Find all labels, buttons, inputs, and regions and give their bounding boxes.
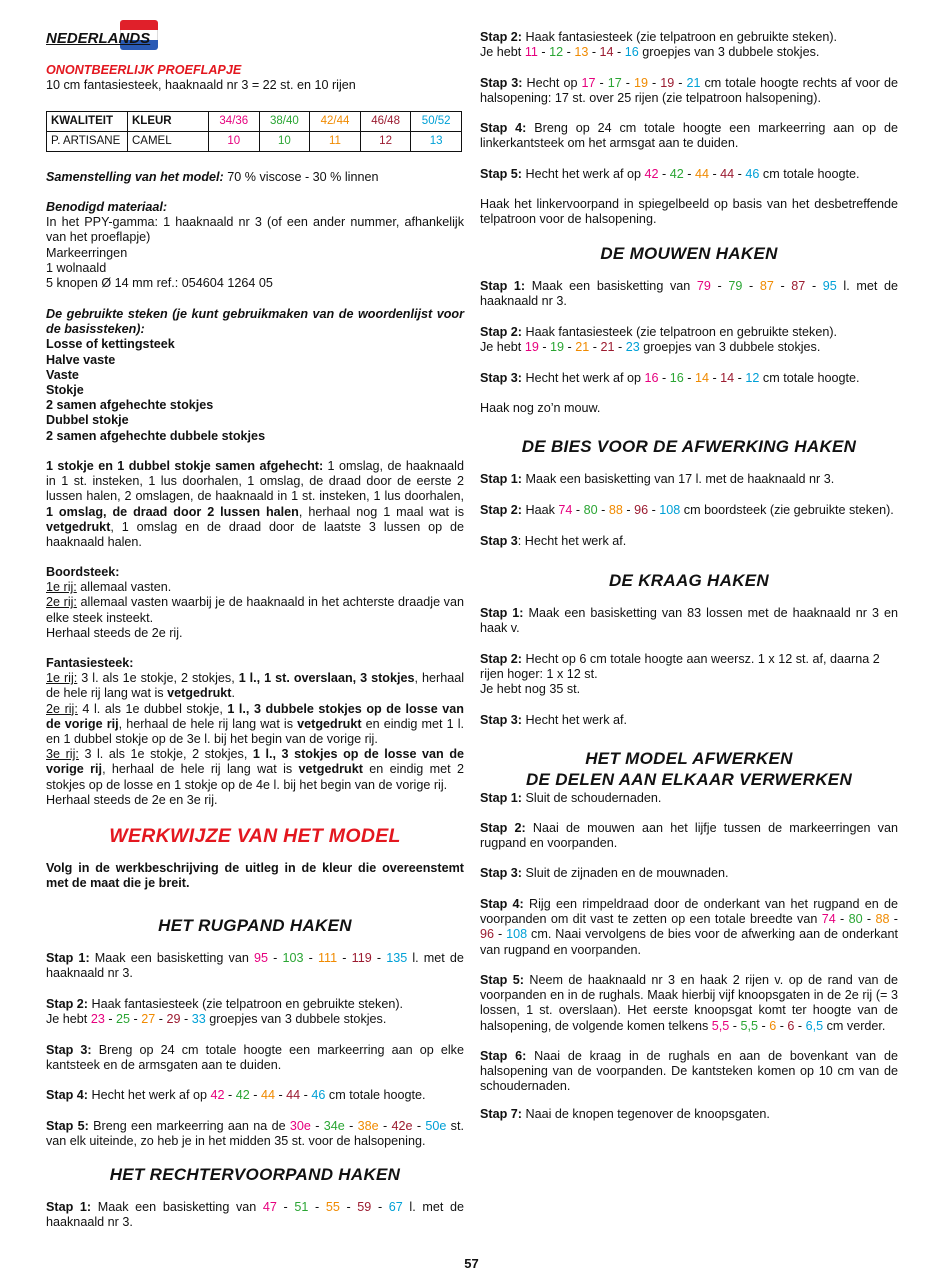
benodigd-materiaal: Benodigd materiaal: In het PPY-gamma: 1 haaknaald nr 3 (of een ander nummer, afhankelijk van het proeflapje) Markeerringen 1 wolnaald 5 knopen Ø 14 mm ref.: 054604 1264 05 — [46, 200, 464, 291]
size-header: 46/48 — [360, 112, 411, 132]
mouwen-nog: Haak nog zo’n mouw. — [480, 401, 601, 415]
list-item: Dubbel stokje — [46, 413, 129, 428]
table-cell-kwaliteit: P. ARTISANE — [47, 132, 128, 152]
linkervoorpand-text: Haak het linkervoorpand in spiegelbeeld op basis van het desbetreffende telpatroon voor de halsopening. — [480, 197, 898, 227]
rechter-stap-5: Stap 5: Hecht het werk af op 42 - 42 - 44 - 44 - 46 cm totale hoogte. — [480, 167, 860, 181]
rechtervoorpand-title: HET RECHTERVOORPAND HAKEN — [109, 1165, 401, 1184]
size-header: 42/44 — [310, 112, 361, 132]
table-cell-value: 11 — [310, 132, 361, 152]
fantasiesteek: Fantasiesteek: 1e rij: 3 l. als 1e stokje, 2 stokjes, 1 l., 1 st. overslaan, 3 stokjes, herhaal de hele rij lang wat is vetgedrukt. 2e rij: 4 l. als 1e dubbel stokje, 1 l., 3 dubbele stokjes op de losse van de vorige rij, herhaal de hele rij lang wat is vetgedrukt en eindig met 1 l. en 1 dubbel stokje op de 3e l. bij het begin van de vorige rij. 3e rij: 3 l. als 1e stokje, 2 stokjes, 1 l., 3 stokjes op de losse van de vorige rij, herhaal de hele rij lang wat is vetgedrukt en eindig met 2 stokjes op de losse en 1 stokje op de 4e l. bij het begin van de vorige rij. Herhaal steeds de 2e en 3e rij. — [46, 656, 465, 807]
table-header-kleur: KLEUR — [128, 112, 209, 132]
afwerken-title-1: HET MODEL AFWERKEN — [585, 749, 793, 768]
quality-table — [46, 111, 464, 152]
proeflapje-text: 10 cm fantasiesteek, haaknaald nr 3 = 22 st. en 10 rijen — [46, 78, 356, 92]
list-item: Vaste — [46, 367, 79, 382]
list-item: 2 samen afgehechte dubbele stokjes — [46, 428, 266, 443]
table-header-row — [47, 112, 462, 132]
kraag-stap-3: Stap 3: Hecht het werk af. — [480, 713, 627, 727]
mouwen-title: DE MOUWEN HAKEN — [600, 244, 778, 263]
werkwijze-text: Volg in de werkbeschrijving de uitleg in de kleur die overeenstemt met de maat die je breit. — [46, 861, 464, 891]
language-title: NEDERLANDS — [46, 30, 151, 47]
table-cell-value: 13 — [411, 132, 462, 152]
rugpand-stap-1: Stap 1: Maak een basisketting van 95 - 103 - 111 - 119 - 135 l. met de haaknaald nr 3. — [46, 951, 464, 981]
mouwen-stap-3: Stap 3: Hecht het werk af op 16 - 16 - 14 - 14 - 12 cm totale hoogte. — [480, 371, 860, 385]
table-cell-value: 12 — [360, 132, 411, 152]
boordsteek: Boordsteek: 1e rij: allemaal vasten. 2e rij: allemaal vasten waarbij je de haaknaald in het achterste draadje van elke steek insteekt. Herhaal steeds de 2e rij. — [46, 565, 464, 640]
size-header: 34/36 — [209, 112, 260, 132]
gebruikte-steken: De gebruikte steken (je kunt gebruikmaken van de woordenlijst voor de basissteken): Losse of kettingsteek Halve vaste Vaste Stokje 2 samen afgehechte stokjes Dubbel stokje 2 samen afgehechte dubbele stokjes — [46, 307, 464, 443]
afwerken-stap-5: Stap 5: Neem de haaknaald nr 3 en haak 2 rijen v. op de rand van de voorpanden en in de rughals. Maak hierbij vijf knoopsgaten in de 2e rij (= 3 lossen, 1 st. overslaan). Het eerste knoopsgat komt ter hoogte van de halsopening, de volgende komen telkens 5,5 - 5,5 - 6 - 6 - 6,5 cm verder. — [480, 973, 898, 1033]
page-number: 57 — [464, 1256, 479, 1271]
rugpand-title: HET RUGPAND HAKEN — [158, 916, 352, 935]
afwerken-stap-7: Stap 7: Naai de knopen tegenover de knoopsgaten. — [480, 1107, 770, 1121]
table-cell-value: 10 — [259, 132, 310, 152]
mouwen-stap-2: Stap 2: Haak fantasiesteek (zie telpatroon en gebruikte steken). Je hebt 19 - 19 - 21 - 21 - 23 groepjes van 3 dubbele stokjes. — [480, 325, 838, 355]
kraag-title: DE KRAAG HAKEN — [608, 571, 770, 590]
bies-stap-1: Stap 1: Maak een basisketting van 17 l. met de haaknaald nr 3. — [480, 472, 835, 486]
rugpand-stap-3: Stap 3: Breng op 24 cm totale hoogte een markeerring aan op elke kantsteek en de armsgaten aan te duiden. — [46, 1043, 464, 1073]
kraag-stap-2: Stap 2: Hecht op 6 cm totale hoogte aan weersz. 1 x 12 st. af, daarna 2 rijen hoger: 1 x 12 st. Je hebt nog 35 st. — [480, 652, 880, 697]
rechter-stap-1: Stap 1: Maak een basisketting van 47 - 51 - 55 - 59 - 67 l. met de haaknaald nr 3. — [46, 1200, 464, 1230]
table-row — [47, 132, 462, 152]
bies-stap-3: Stap 3: Hecht het werk af. — [480, 534, 627, 548]
afwerken-stap-4: Stap 4: Rijg een rimpeldraad door de onderkant van het rugpand en de voorpanden om dit vast te zetten op een totale breedte van 74 - 80 - 88 - 96 - 108 cm. Naai vervolgens de bies voor de afwerking aan de onderkant van rugpand en voorpanden. — [480, 897, 898, 957]
rechter-stap-4: Stap 4: Breng op 24 cm totale hoogte een markeerring aan op de linkerkantsteek om het armsgat aan te duiden. — [480, 121, 898, 151]
kraag-stap-1: Stap 1: Maak een basisketting van 83 lossen met de haaknaald nr 3 en haak v. — [480, 606, 898, 636]
proeflapje-title: ONONTBEERLIJK PROEFLAPJE — [46, 63, 242, 77]
samen-afgehecht-paragraph: 1 stokje en 1 dubbel stokje samen afgehecht: 1 omslag, de haaknaald in 1 st. insteken, 1 lus doorhalen, 1 omslag, de draad door de eerste 2 lussen halen, 2 omslagen, de haaknaald in 1 st. insteken, 1 lus doorhalen, 1 omslag, de draad door 2 lussen halen, herhaal nog 1 maal wat is vetgedrukt, 1 omslag en de draad door de laatste 3 lussen op de haaknaald halen. — [46, 459, 464, 550]
werkwijze-title: WERKWIJZE VAN HET MODEL — [109, 825, 401, 847]
table-header-kwaliteit: KWALITEIT — [47, 112, 128, 132]
list-item: Losse of kettingsteek — [46, 337, 175, 352]
mouwen-stap-1: Stap 1: Maak een basisketting van 79 - 79 - 87 - 87 - 95 l. met de haaknaald nr 3. — [480, 279, 898, 309]
size-header: 38/40 — [259, 112, 310, 132]
samenstelling: Samenstelling van het model: 70 % viscose - 30 % linnen — [46, 170, 379, 184]
afwerken-stap-6: Stap 6: Naai de kraag in de rughals en aan de bovenkant van de halsopening van de voorpanden. De kantsteken komen op 10 cm van de schoudernaden. — [480, 1049, 898, 1094]
rugpand-stap-4: Stap 4: Hecht het werk af op 42 - 42 - 44 - 44 - 46 cm totale hoogte. — [46, 1088, 426, 1102]
table-cell-kleur: CAMEL — [128, 132, 209, 152]
table-cell-value: 10 — [209, 132, 260, 152]
rechter-stap-3: Stap 3: Hecht op 17 - 17 - 19 - 19 - 21 cm totale hoogte rechts af voor de halsopening: 17 st. over 25 rijen (zie telpatroon halsopening). — [480, 76, 898, 106]
list-item: Halve vaste — [46, 352, 116, 367]
afwerken-stap-1: Stap 1: Sluit de schoudernaden. — [480, 791, 662, 805]
bies-stap-2: Stap 2: Haak 74 - 80 - 88 - 96 - 108 cm boordsteek (zie gebruikte steken). — [480, 503, 894, 517]
bies-title: DE BIES VOOR DE AFWERKING HAKEN — [521, 437, 857, 456]
list-item: 2 samen afgehechte stokjes — [46, 398, 214, 413]
afwerken-stap-2: Stap 2: Naai de mouwen aan het lijfje tussen de markeerringen van rugpand en voorpanden. — [480, 821, 898, 851]
list-item: Stokje — [46, 383, 84, 398]
rugpand-stap-2: Stap 2: Haak fantasiesteek (zie telpatroon en gebruikte steken). Je hebt 23 - 25 - 27 - 29 - 33 groepjes van 3 dubbele stokjes. — [46, 997, 404, 1027]
rechter-stap-2: Stap 2: Haak fantasiesteek (zie telpatroon en gebruikte steken). Je hebt 11 - 12 - 13 - 14 - 16 groepjes van 3 dubbele stokjes. — [480, 30, 838, 60]
afwerken-stap-3: Stap 3: Sluit de zijnaden en de mouwnaden. — [480, 866, 729, 880]
size-header: 50/52 — [411, 112, 462, 132]
rugpand-stap-5: Stap 5: Breng een markeerring aan na de 30e - 34e - 38e - 42e - 50e st. van elk uiteinde, zo heb je in het midden 35 st. voor de halsopening. — [46, 1119, 464, 1149]
afwerken-title-2: DE DELEN AAN ELKAAR VERWERKEN — [525, 770, 853, 789]
